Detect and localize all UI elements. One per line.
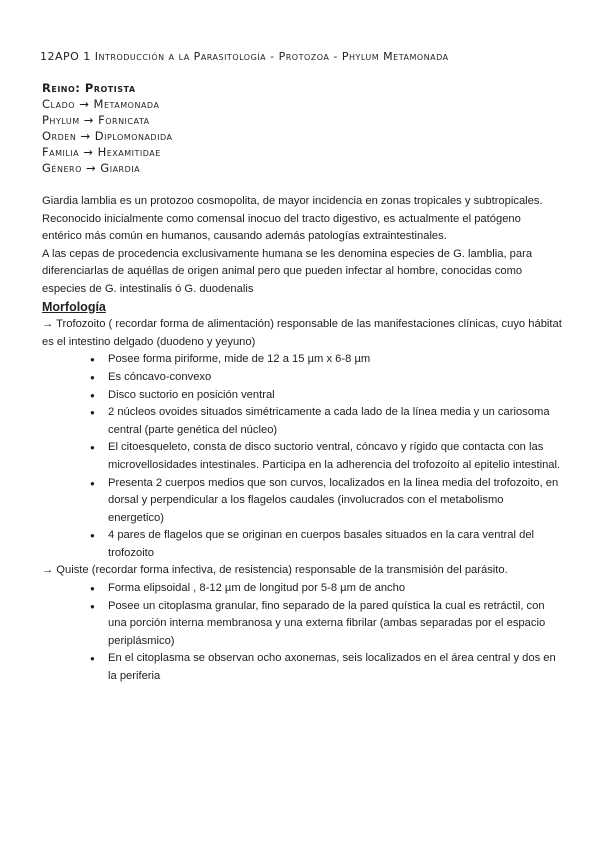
- taxonomy-phylum: Phylum → Fornicata: [42, 113, 150, 127]
- trofozoito-intro: → Trofozoito ( recordar forma de alimentación) responsable de las manifestaciones clínicas, cuyo hábitat es el intestino delgado (duodeno y yeyuno): [42, 318, 562, 348]
- list-item: ● Forma elipsoidal , 8-12 µm de longitud por 5-8 µm de ancho: [108, 580, 562, 598]
- intro-paragraph: Giardia lamblia es un protozoo cosmopolita, de mayor incidencia en zonas tropicales y subtropicales. Reconocido inicialmente como comensal inocuo del tracto digestivo, es actualmente el patógeno entérico más común en humanos, causando además patologías extraintestinales.: [42, 195, 543, 243]
- list-item: ● En el citoplasma se observan ocho axonemas, seis localizados en el área central y dos en la periferia: [108, 650, 562, 685]
- taxonomy-genus: Género → Giardia: [42, 161, 141, 175]
- list-item: ● 4 pares de flagelos que se originan en cuerpos basales situados en la cara ventral del trofozoito: [108, 527, 562, 562]
- list-item: ● Disco suctorio en posición ventral: [108, 387, 562, 405]
- list-item: ● Posee un citoplasma granular, fino separado de la pared quística la cual es retráctil, con una porción interna membranosa y una externa fibrilar (ambas separadas por el espacio periplásmico): [108, 598, 562, 651]
- quiste-intro: → Quiste (recordar forma infectiva, de resistencia) responsable de la transmisión del parásito.: [42, 564, 508, 577]
- list-item: ● Es cóncavo-convexo: [108, 369, 562, 387]
- taxonomy-family: Familia → Hexamitidae: [42, 145, 161, 159]
- page-title: 12APO 1 Introducción a la Parasitología - Protozoa - Phylum Metamonada: [40, 50, 449, 63]
- section-heading-morfologia: Morfología: [42, 299, 106, 314]
- taxonomy-order: Orden → Diplomonadida: [42, 129, 173, 143]
- trofozoito-list: [42, 351, 562, 562]
- list-item: ● Posee forma piriforme, mide de 12 a 15 µm x 6-8 µm: [108, 351, 562, 369]
- list-item: ● Presenta 2 cuerpos medios que son curvos, localizados en la linea media del trofozoito, en dorsal y perpendicular a los flagelos caudales (involucrados con el metabolismo energetico): [108, 475, 562, 528]
- body-text: [42, 193, 562, 686]
- taxonomy-block: [42, 80, 172, 176]
- list-item: ● El citoesqueleto, consta de disco suctorio ventral, cóncavo y rígido que contacta con las microvellosidades intestinales. Participa en la adherencia del trofozoíto al epitelio intestinal.: [108, 439, 562, 474]
- quiste-list: [42, 580, 562, 686]
- intro-paragraph: A las cepas de procedencia exclusivamente humana se les denomina especies de G. lamblia, para diferenciarlas de aquéllas de origen animal pero que pueden infectar al hombre, conocidas como especies de G. intestinalis ó G. duodenalis: [42, 247, 533, 295]
- list-item: ● 2 núcleos ovoides situados simétricamente a cada lado de la línea media y un cariosoma central (parte genética del núcleo): [108, 404, 562, 439]
- taxonomy-kingdom: Reino: Protista: [42, 81, 136, 95]
- taxonomy-clade: Clado → Metamonada: [42, 97, 160, 111]
